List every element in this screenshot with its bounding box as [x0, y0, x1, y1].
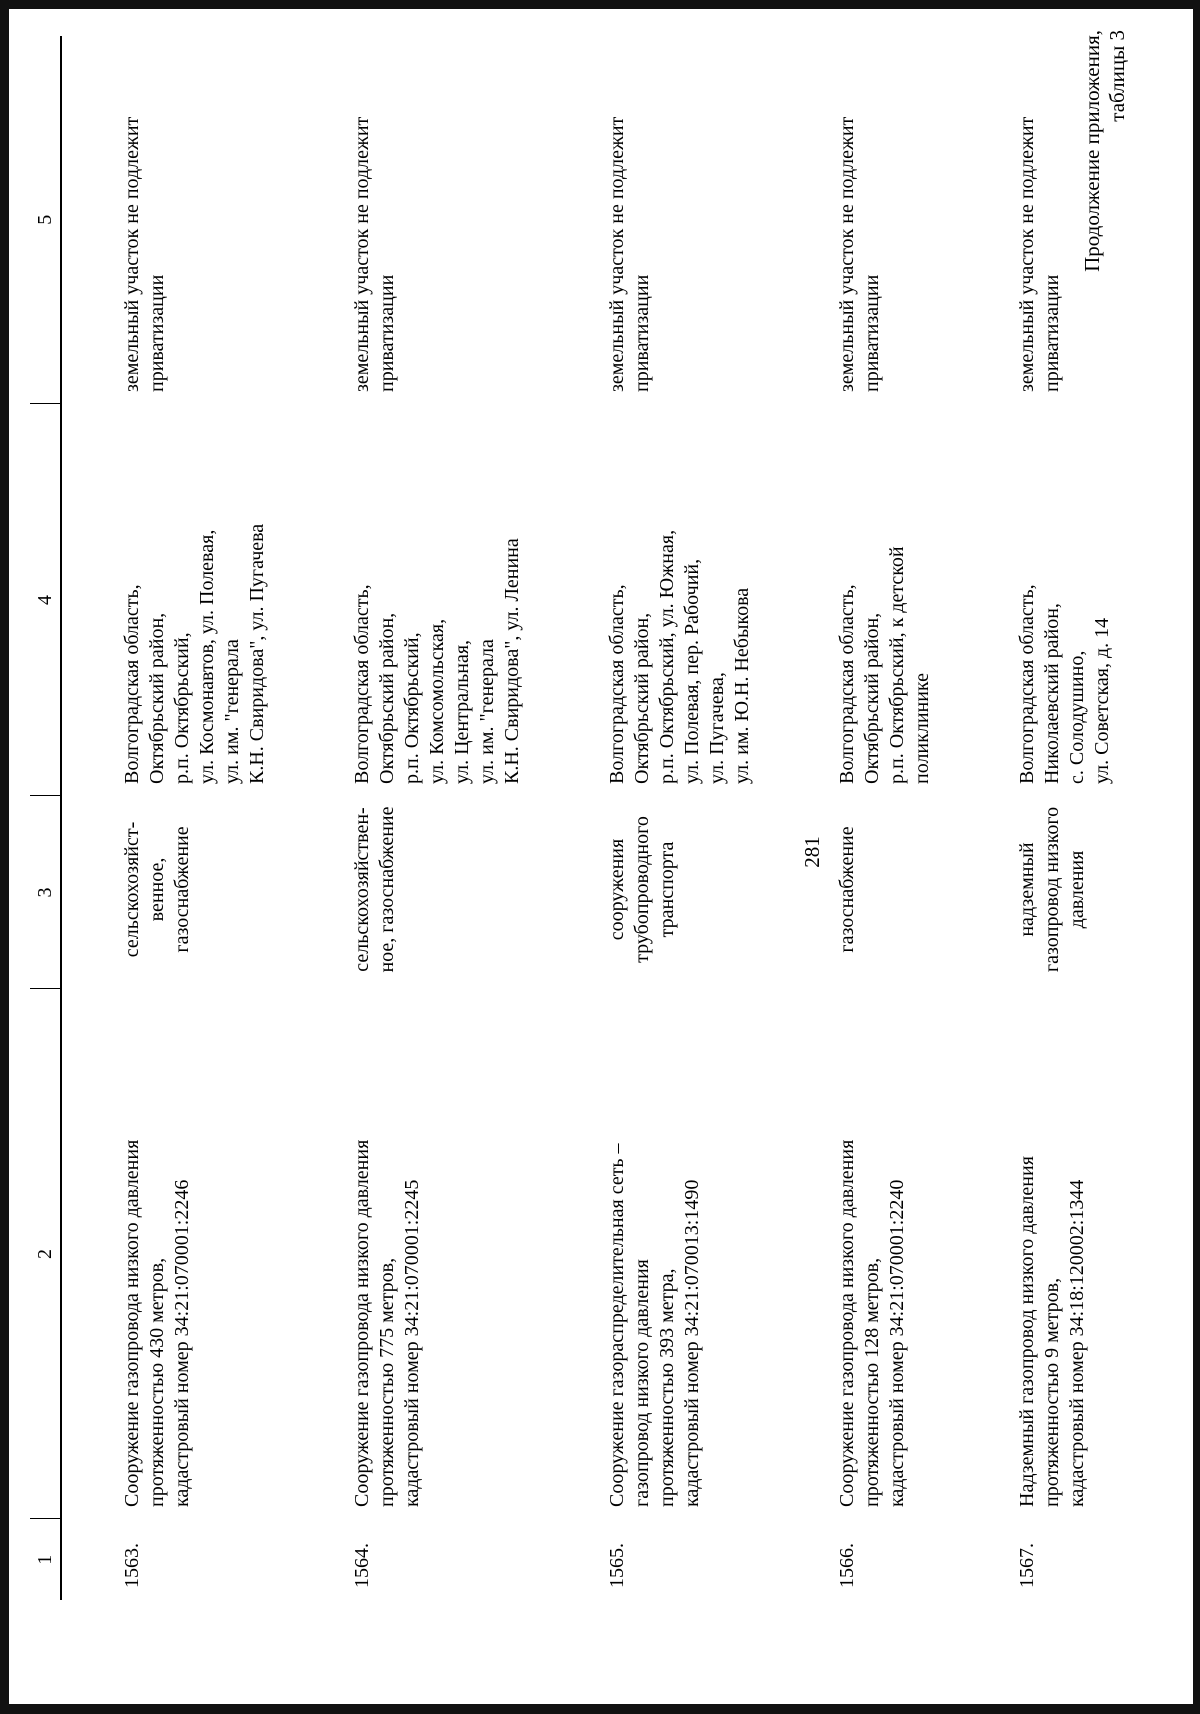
text-line: Николаевский район,	[1041, 603, 1063, 784]
text-line: протяженностью 128 метров,	[861, 1257, 883, 1507]
text-line: р.п. Октябрьский, к детской	[886, 546, 908, 784]
text-line: венное,	[146, 857, 168, 922]
row-number-cell: 1567.	[1016, 1543, 1038, 1588]
note-cell	[779, 36, 959, 404]
text-line: ул. им. Ю.Н. Небыкова	[731, 587, 753, 784]
table-row	[959, 36, 1139, 1600]
table-body	[61, 36, 1139, 1600]
text-line: ул. им. "генерала	[476, 639, 498, 784]
text-line: кадастровый номер 34:21:070001:2245	[401, 1179, 423, 1507]
text-line: ул. Комсомольская,	[426, 618, 448, 784]
text-line: ное, газоснабжение	[376, 806, 398, 973]
text-line: приватизации	[376, 274, 398, 392]
text-line: Октябрьский район,	[146, 612, 168, 784]
text-line: сельскохозяйствен-	[351, 807, 373, 972]
text-line: ул. Советская, д. 14	[1091, 617, 1113, 784]
address-cell	[61, 404, 294, 796]
text-line: р.п. Октябрьский, ул. Южная,	[656, 529, 678, 784]
page-number: 281	[800, 836, 824, 868]
text-line: Волгоградская область,	[836, 584, 858, 784]
text-line: ул. Полевая, пер. Рабочий,	[681, 558, 703, 784]
text-line: Волгоградская область,	[121, 584, 143, 784]
text-line: протяженностью 775 метров,	[376, 1257, 398, 1507]
row-number-cell: 1563.	[121, 1543, 143, 1588]
column-header-2: 2	[30, 989, 61, 1519]
column-header-3: 3	[30, 796, 61, 989]
purpose-cell	[959, 796, 1139, 989]
text-line: газопровод низкого давления	[631, 1259, 653, 1507]
note-cell	[549, 36, 779, 404]
purpose-cell	[61, 796, 294, 989]
text-line: протяженностью 430 метров,	[146, 1257, 168, 1507]
row-number-cell: 1564.	[351, 1543, 373, 1588]
text-line: ул. им. "генерала	[221, 639, 243, 784]
text-line: Надземный газопровод низкого давления	[1016, 1156, 1038, 1507]
text-line: земельный участок не подлежит	[351, 116, 373, 392]
text-line: р.п. Октябрьский,	[401, 632, 423, 784]
text-line: Сооружение газопровода низкого давления	[351, 1139, 373, 1507]
text-line: ул. Космонавтов, ул. Полевая,	[196, 529, 218, 784]
text-line: приватизации	[631, 274, 653, 392]
text-line: ул. Пугачева,	[706, 672, 728, 784]
text-line: Октябрьский район,	[861, 612, 883, 784]
text-line: К.Н. Свиридова", ул. Пугачева	[246, 523, 268, 784]
text-line: кадастровый номер 34:21:070001:2240	[886, 1179, 908, 1507]
text-line: сооружения	[606, 838, 628, 941]
text-line: земельный участок не подлежит	[606, 116, 628, 392]
text-line: с. Солодушино,	[1066, 650, 1088, 784]
text-line: сельскохозяйст-	[121, 821, 143, 958]
table-row	[779, 36, 959, 1600]
text-line: надземный	[1016, 842, 1038, 937]
note-cell	[959, 36, 1139, 404]
text-line: давления	[1066, 850, 1088, 929]
text-line: кадастровый номер 34:21:070013:1490	[681, 1179, 703, 1507]
object-name-cell	[549, 989, 779, 1519]
note-cell	[61, 36, 294, 404]
caption-line-2: таблицы 3	[1105, 30, 1129, 122]
text-line: ул. Центральная,	[451, 639, 473, 784]
text-line: Сооружение газораспределительная сеть –	[606, 1143, 628, 1507]
purpose-cell	[549, 796, 779, 989]
text-line: протяженностью 393 метра,	[656, 1268, 678, 1507]
text-line: Сооружение газопровода низкого давления	[836, 1139, 858, 1507]
object-name-cell	[294, 989, 549, 1519]
property-table	[30, 36, 1139, 1600]
text-line: газоснабжение	[836, 826, 858, 953]
table-header-row	[30, 36, 61, 1600]
text-line: поликлинике	[911, 672, 933, 784]
text-line: кадастровый номер 34:21:070001:2246	[171, 1179, 193, 1507]
table-row	[61, 36, 294, 1600]
text-line: газопровод низкого	[1041, 806, 1063, 973]
text-line: р.п. Октябрьский,	[171, 632, 193, 784]
purpose-cell	[294, 796, 549, 989]
text-line: Октябрьский район,	[631, 612, 653, 784]
text-line: земельный участок не подлежит	[121, 116, 143, 392]
object-name-cell	[61, 989, 294, 1519]
text-line: приватизации	[146, 274, 168, 392]
text-line: Октябрьский район,	[376, 612, 398, 784]
table-row	[294, 36, 549, 1600]
note-cell	[294, 36, 549, 404]
column-header-4: 4	[30, 404, 61, 796]
text-line: Волгоградская область,	[351, 584, 373, 784]
text-line: Сооружение газопровода низкого давления	[121, 1139, 143, 1507]
text-line: приватизации	[861, 274, 883, 392]
object-name-cell	[959, 989, 1139, 1519]
address-cell	[959, 404, 1139, 796]
text-line: земельный участок не подлежит	[836, 116, 858, 392]
address-cell	[549, 404, 779, 796]
address-cell	[779, 404, 959, 796]
text-line: К.Н. Свиридова", ул. Ленина	[501, 538, 523, 784]
text-line: трубопроводного	[631, 816, 653, 963]
purpose-cell	[779, 796, 959, 989]
row-number-cell: 1565.	[606, 1543, 628, 1588]
text-line: кадастровый номер 34:18:120002:1344	[1066, 1179, 1088, 1507]
column-header-1: 1	[30, 1519, 61, 1600]
text-line: газоснабжение	[171, 826, 193, 953]
text-line: приватизации	[1041, 274, 1063, 392]
text-line: Волгоградская область,	[1016, 584, 1038, 784]
text-line: протяженностью 9 метров,	[1041, 1277, 1063, 1507]
object-name-cell	[779, 989, 959, 1519]
text-line: Волгоградская область,	[606, 584, 628, 784]
table-row	[549, 36, 779, 1600]
caption-line-1: Продолжение приложения,	[1080, 30, 1104, 272]
text-line: транспорта	[656, 841, 678, 938]
column-header-5: 5	[30, 36, 61, 404]
address-cell	[294, 404, 549, 796]
row-number-cell: 1566.	[836, 1543, 858, 1588]
text-line: земельный участок не подлежит	[1016, 116, 1038, 392]
